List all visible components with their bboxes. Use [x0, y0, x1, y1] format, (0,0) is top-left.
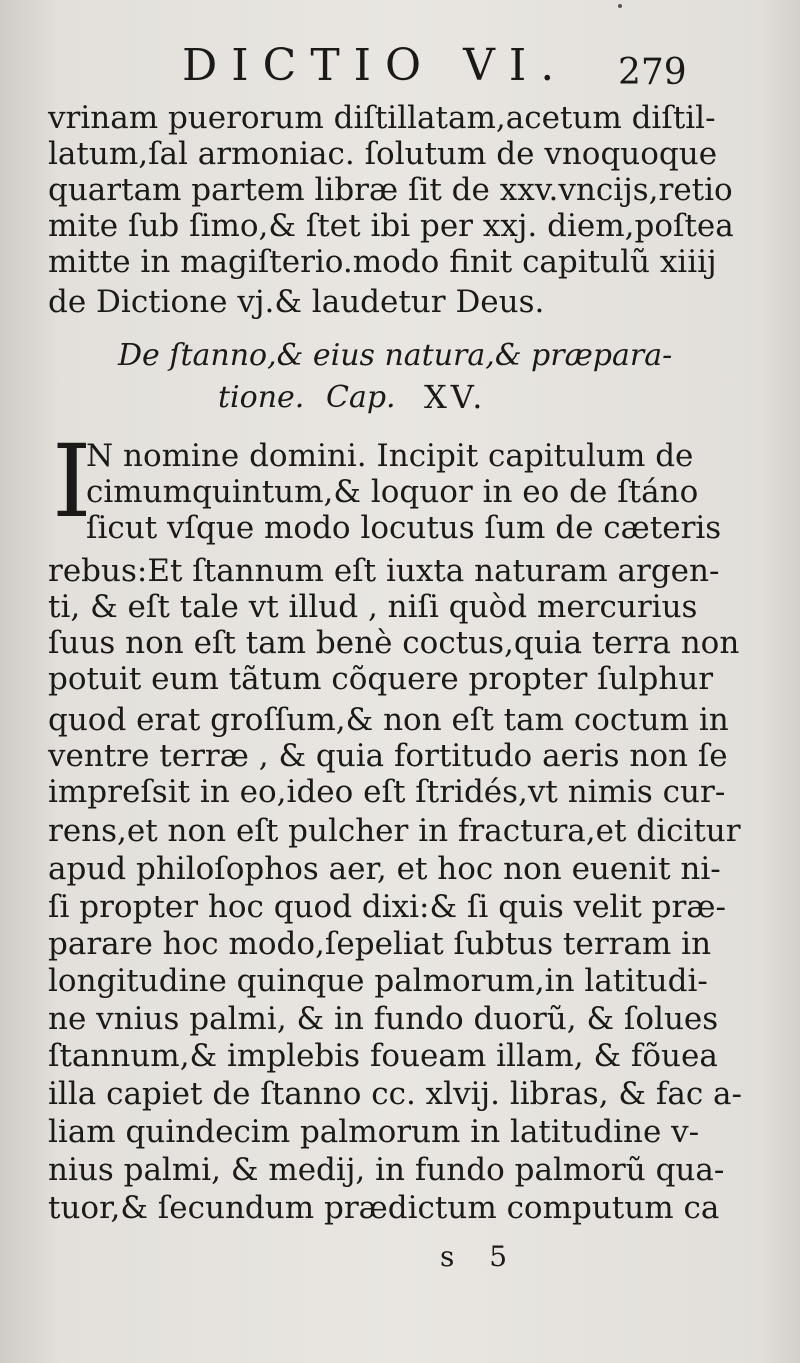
page-header — [0, 40, 800, 100]
text-line: mite ſub ſimo,& ſtet ibi per xxj. diem,poſtea — [48, 208, 734, 244]
running-head: DICTIO VI. — [182, 40, 569, 91]
text-line: potuit eum tãtum cõquere propter ſulphur — [48, 661, 714, 697]
chapter-title-line: De ſtanno,& eius natura,& præpara- — [118, 338, 673, 373]
text-line: impreſsit in eo,ideo eſt ſtridés,vt nimis cur- — [48, 774, 726, 810]
text-line: apud philoſophos aer, et hoc non euenit ni- — [48, 851, 721, 887]
text-line: quod erat groſſum,& non eſt tam coctum in — [48, 702, 729, 738]
text-line: illa capiet de ſtanno cc. xlvij. libras, & fac a- — [48, 1076, 742, 1112]
text-line: rens,et non eſt pulcher in fractura,et dicitur — [48, 813, 741, 849]
text-line: de Dictione vj.& laudetur Deus. — [48, 284, 545, 320]
text-line: parare hoc modo,ſepeliat ſubtus terram in — [48, 926, 712, 962]
chapter-label: Cap. — [326, 380, 396, 415]
chapter-number: XV. — [424, 378, 487, 416]
text-line: ſicut vſque modo locutus ſum de cæteris — [86, 510, 722, 546]
signature-mark: s 5 — [440, 1240, 508, 1273]
text-line: N nomine domini. Incipit capitulum de — [86, 438, 694, 474]
chapter-title-line: tione. — [218, 380, 305, 415]
text-line: cimumquintum,& loquor in eo de ſtáno — [86, 474, 699, 510]
text-line: nius palmi, & medij, in fundo palmorũ qua- — [48, 1152, 725, 1188]
drop-cap: I — [52, 423, 92, 540]
page-number: 279 — [618, 52, 687, 93]
text-line: quartam partem libræ ſit de xxv.vncijs,retio — [48, 172, 733, 208]
text-line: ventre terræ , & quia fortitudo aeris non ſe — [48, 738, 728, 774]
text-line: ti, & eſt tale vt illud , niſi quòd mercurius — [48, 589, 698, 625]
text-line: ſtannum,& implebis foueam illam, & fõuea — [48, 1038, 718, 1074]
text-line: ne vnius palmi, & in fundo duorũ, & ſolues — [48, 1001, 719, 1037]
text-line: longitudine quinque palmorum,in latitudi- — [48, 963, 708, 999]
text-line: liam quindecim palmorum in latitudine v- — [48, 1114, 700, 1150]
text-line: vrinam puerorum diſtillatam,acetum diſtil- — [48, 100, 716, 136]
text-line: ſuus non eſt tam benè coctus,quia terra non — [48, 625, 740, 661]
text-line: mitte in magiſterio.modo finit capitulũ xiiij — [48, 244, 717, 280]
ink-speck — [618, 4, 622, 8]
text-line: latum,ſal armoniac. ſolutum de vnoquoque — [48, 136, 718, 172]
text-line: rebus:Et ſtannum eſt iuxta naturam argen- — [48, 553, 720, 589]
text-line: tuor,& ſecundum prædictum computum ca — [48, 1190, 720, 1226]
text-line: ſi propter hoc quod dixi:& ſi quis velit præ- — [48, 889, 726, 925]
